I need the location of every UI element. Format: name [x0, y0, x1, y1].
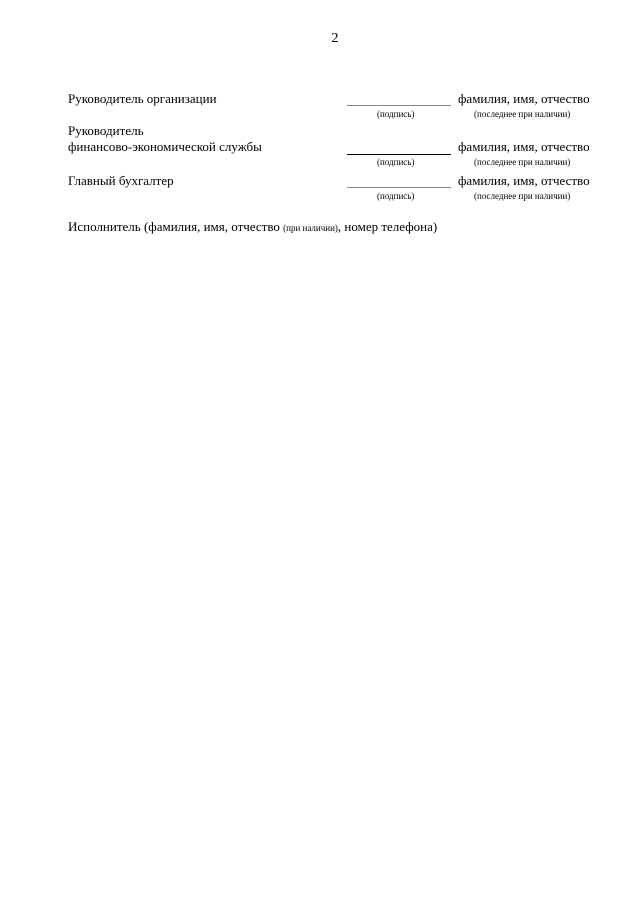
- executor-small-note: (при наличии): [283, 223, 338, 233]
- role-label: Главный бухгалтер: [68, 173, 174, 188]
- name-hint: (последнее при наличии): [474, 109, 571, 119]
- signature-line: [347, 187, 451, 188]
- role-label-line-1: Руководитель: [68, 123, 144, 138]
- role-label-line-2: финансово-экономической службы: [68, 139, 262, 154]
- signature-line: [347, 154, 451, 155]
- name-hint: (последнее при наличии): [474, 157, 571, 167]
- name-hint: (последнее при наличии): [474, 191, 571, 201]
- signature-hint: (подпись): [377, 191, 415, 201]
- signature-hint: (подпись): [377, 157, 415, 167]
- full-name-label: фамилия, имя, отчество: [458, 91, 590, 106]
- full-name-label: фамилия, имя, отчество: [458, 139, 590, 154]
- page-number: 2: [331, 31, 339, 46]
- full-name-label: фамилия, имя, отчество: [458, 173, 590, 188]
- signature-line: [347, 105, 451, 106]
- role-label: Руководитель организации: [68, 91, 217, 106]
- signature-hint: (подпись): [377, 109, 415, 119]
- executor-suffix: , номер телефона): [337, 219, 438, 234]
- executor-prefix: Исполнитель (фамилия, имя, отчество: [68, 219, 284, 234]
- executor-line: [68, 219, 437, 236]
